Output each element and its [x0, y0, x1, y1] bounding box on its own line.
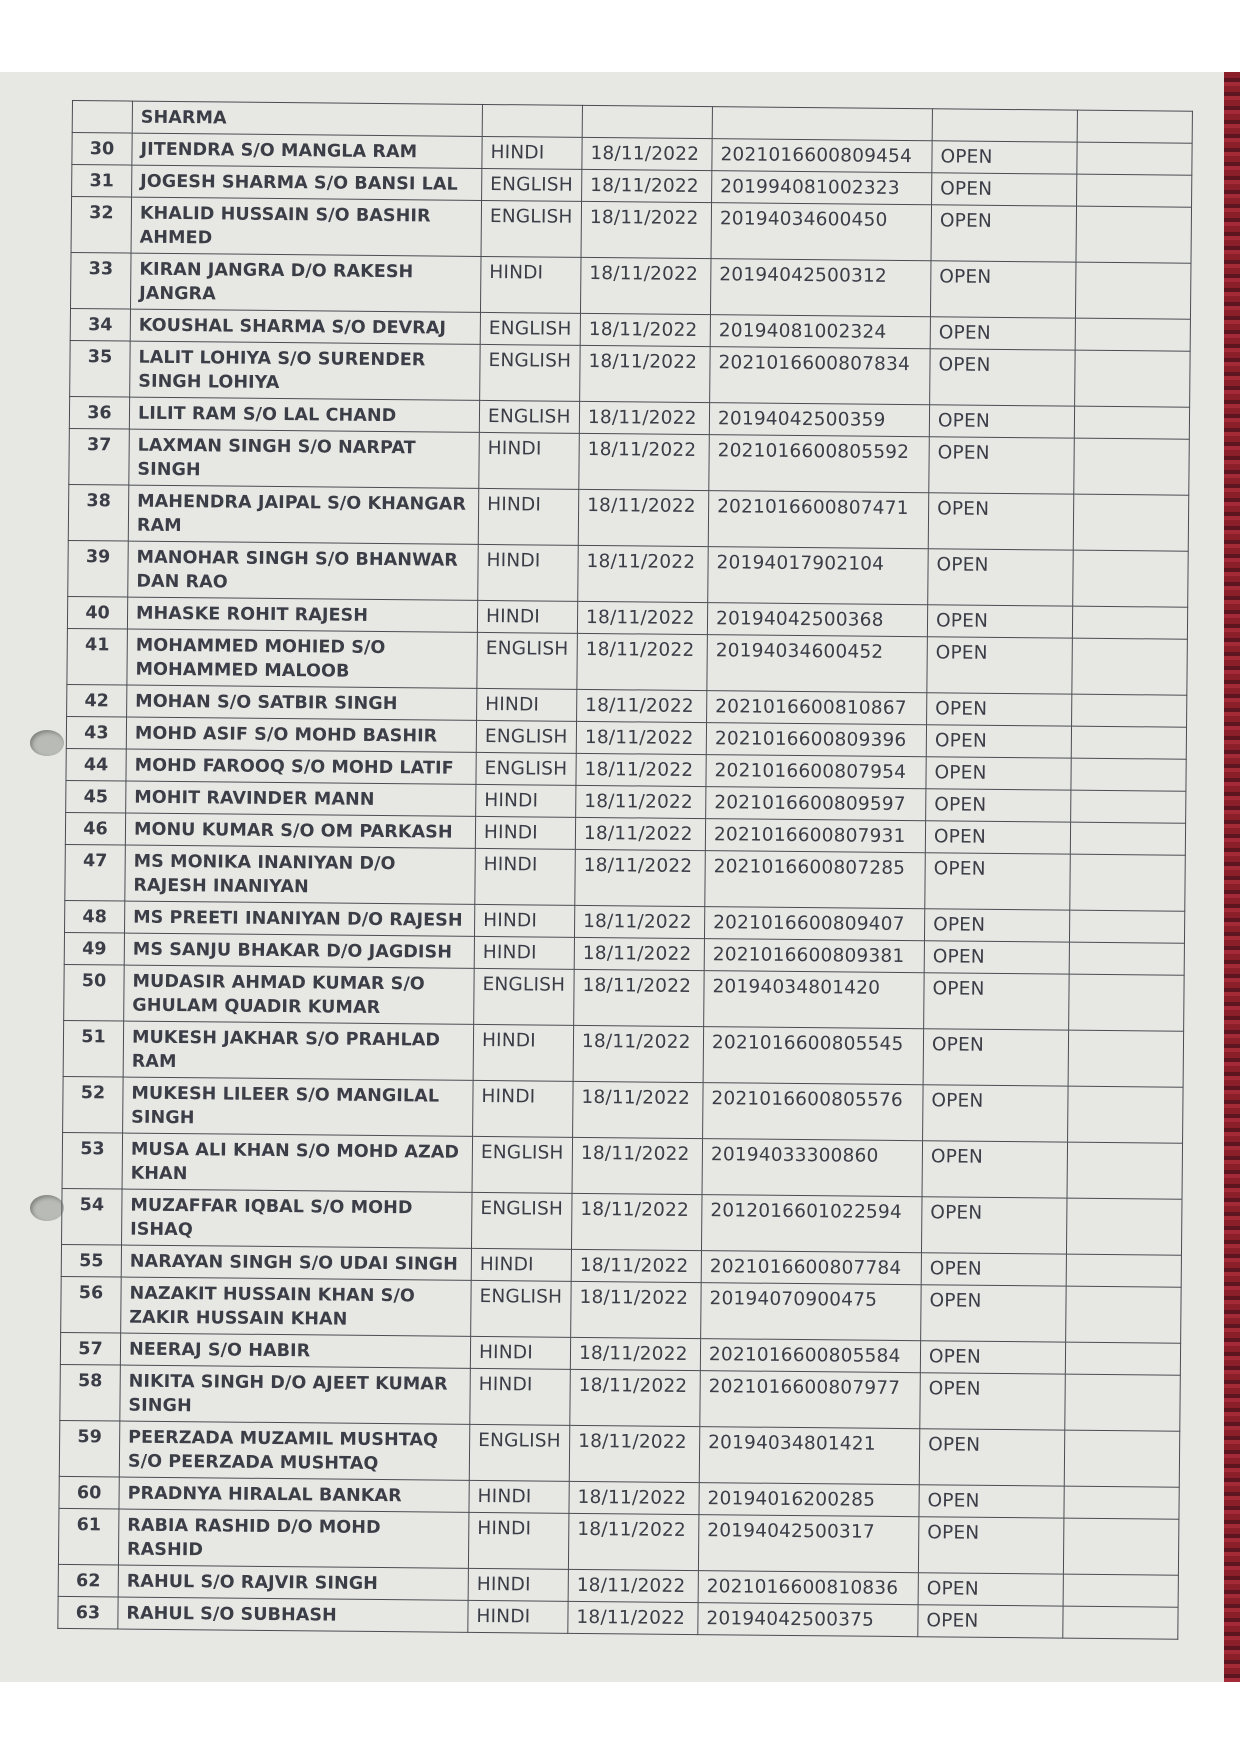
remarks-cell — [1073, 550, 1189, 607]
language-cell: HINDI — [470, 1368, 571, 1425]
status-cell: OPEN — [921, 1253, 1066, 1286]
remarks-cell — [1077, 174, 1192, 207]
registration-cell: 2021016600807285 — [705, 851, 926, 909]
date-cell: 18/11/2022 — [580, 257, 711, 314]
status-cell: OPEN — [921, 1197, 1067, 1254]
registration-cell: 20194033300860 — [702, 1139, 923, 1197]
name-cell: NIKITA SINGH D/O AJEET KUMAR SINGH — [120, 1365, 471, 1424]
language-cell: ENGLISH — [471, 1280, 572, 1337]
status-cell: OPEN — [918, 1605, 1063, 1638]
name-cell: RAHUL S/O SUBHASH — [118, 1597, 468, 1632]
name-cell: MS SANJU BHAKAR D/O JAGDISH — [124, 933, 474, 968]
serial-cell: 45 — [66, 780, 126, 813]
date-cell: 18/11/2022 — [580, 313, 710, 346]
language-cell: HINDI — [476, 784, 576, 817]
status-cell: OPEN — [930, 261, 1076, 318]
registration-cell: 20194016200285 — [699, 1483, 919, 1517]
candidate-table — [57, 100, 1193, 1640]
date-cell: 18/11/2022 — [568, 1569, 698, 1602]
remarks-cell — [1068, 1030, 1184, 1087]
name-cell: MHASKE ROHIT RAJESH — [127, 597, 477, 632]
date-cell: 18/11/2022 — [579, 401, 709, 434]
registration-cell: 2021016600805545 — [703, 1027, 924, 1085]
serial-cell: 43 — [66, 716, 126, 749]
registration-cell: 2021016600807834 — [710, 347, 931, 405]
remarks-cell — [1071, 726, 1186, 759]
language-cell: HINDI — [474, 936, 574, 969]
candidate-table-wrapper — [57, 100, 1192, 1640]
date-cell: 18/11/2022 — [578, 545, 709, 602]
date-cell: 18/11/2022 — [568, 1601, 698, 1634]
name-cell: MOHD ASIF S/O MOHD BASHIR — [126, 717, 476, 752]
serial-cell: 57 — [60, 1332, 120, 1365]
status-cell: OPEN — [930, 317, 1075, 350]
status-cell: OPEN — [923, 1085, 1069, 1142]
name-cell: NAZAKIT HUSSAIN KHAN S/O ZAKIR HUSSAIN KHAN — [121, 1277, 472, 1336]
serial-cell: 51 — [63, 1020, 124, 1077]
status-cell: OPEN — [928, 493, 1074, 550]
serial-cell: 52 — [63, 1076, 124, 1133]
serial-cell: 44 — [66, 748, 126, 781]
serial-cell: 31 — [72, 165, 132, 198]
serial-cell: 61 — [58, 1508, 119, 1565]
table-body — [58, 101, 1193, 1640]
language-cell: HINDI — [473, 1080, 574, 1137]
status-cell: OPEN — [925, 821, 1070, 854]
registration-cell: 20194034600450 — [711, 203, 932, 261]
language-cell: ENGLISH — [474, 968, 575, 1025]
status-cell: OPEN — [929, 437, 1075, 494]
language-cell: HINDI — [482, 136, 582, 169]
registration-cell — [712, 107, 932, 141]
language-cell: HINDI — [474, 904, 574, 937]
date-cell: 18/11/2022 — [579, 433, 710, 490]
registration-cell: 201994081002323 — [712, 171, 932, 205]
date-cell: 18/11/2022 — [573, 1025, 704, 1082]
language-cell: ENGLISH — [476, 720, 576, 753]
remarks-cell — [1065, 1342, 1180, 1375]
remarks-cell — [1069, 910, 1184, 943]
date-cell: 18/11/2022 — [577, 633, 708, 690]
remarks-cell — [1066, 1254, 1181, 1287]
status-cell: OPEN — [927, 693, 1072, 726]
remarks-cell — [1075, 350, 1191, 407]
date-cell: 18/11/2022 — [582, 169, 712, 202]
remarks-cell — [1075, 318, 1190, 351]
name-cell: MOHD FAROOQ S/O MOHD LATIF — [126, 749, 476, 784]
status-cell: OPEN — [924, 909, 1069, 942]
registration-cell: 20194042500317 — [698, 1515, 919, 1573]
language-cell: ENGLISH — [480, 344, 581, 401]
serial-cell: 56 — [61, 1276, 122, 1333]
remarks-cell — [1074, 406, 1189, 439]
remarks-cell — [1070, 822, 1185, 855]
date-cell: 18/11/2022 — [574, 937, 704, 970]
remarks-cell — [1068, 1086, 1184, 1143]
registration-cell: 20194042500359 — [709, 403, 929, 437]
language-cell — [482, 104, 582, 137]
date-cell: 18/11/2022 — [571, 1193, 702, 1250]
date-cell: 18/11/2022 — [580, 345, 711, 402]
registration-cell: 2021016600807954 — [706, 755, 926, 789]
date-cell: 18/11/2022 — [574, 905, 704, 938]
language-cell: HINDI — [468, 1568, 568, 1601]
remarks-cell — [1063, 1518, 1179, 1575]
registration-cell: 20194034801420 — [704, 971, 925, 1029]
language-cell: ENGLISH — [471, 1192, 572, 1249]
remarks-cell — [1075, 262, 1191, 319]
serial-cell: 49 — [64, 932, 124, 965]
date-cell: 18/11/2022 — [570, 1337, 700, 1370]
status-cell — [932, 109, 1077, 142]
name-cell: MS MONIKA INANIYAN D/O RAJESH INANIYAN — [125, 845, 476, 904]
registration-cell: 2021016600809597 — [706, 787, 926, 821]
status-cell: OPEN — [926, 789, 1071, 822]
date-cell: 18/11/2022 — [578, 489, 709, 546]
serial-cell: 33 — [70, 252, 131, 309]
name-cell: MUSA ALI KHAN S/O MOHD AZAD KHAN — [122, 1133, 473, 1192]
language-cell: ENGLISH — [482, 168, 582, 201]
serial-cell: 38 — [68, 484, 129, 541]
serial-cell: 46 — [65, 812, 125, 845]
date-cell: 18/11/2022 — [569, 1425, 700, 1482]
date-cell: 18/11/2022 — [569, 1481, 699, 1514]
status-cell: OPEN — [932, 141, 1077, 174]
serial-cell: 34 — [70, 308, 130, 341]
status-cell: OPEN — [927, 605, 1072, 638]
status-cell: OPEN — [921, 1285, 1067, 1342]
date-cell: 18/11/2022 — [572, 1137, 703, 1194]
date-cell: 18/11/2022 — [574, 969, 705, 1026]
status-cell: OPEN — [920, 1373, 1066, 1430]
name-cell: MUDASIR AHMAD KUMAR S/O GHULAM QUADIR KUMAR — [124, 965, 475, 1024]
registration-cell: 2021016600810867 — [707, 691, 927, 725]
registration-cell: 20194034801421 — [699, 1427, 920, 1485]
serial-cell: 58 — [60, 1364, 121, 1421]
status-cell: OPEN — [926, 725, 1071, 758]
language-cell: HINDI — [475, 848, 576, 905]
status-cell: OPEN — [919, 1429, 1065, 1486]
registration-cell: 2021016600805592 — [709, 435, 930, 493]
status-cell: OPEN — [931, 205, 1077, 262]
date-cell: 18/11/2022 — [571, 1281, 702, 1338]
status-cell: OPEN — [923, 1029, 1069, 1086]
remarks-cell — [1072, 638, 1188, 695]
serial-cell: 48 — [65, 900, 125, 933]
status-cell: OPEN — [928, 549, 1074, 606]
name-cell: KHALID HUSSAIN S/O BASHIR AHMED — [131, 197, 482, 256]
status-cell: OPEN — [926, 757, 1071, 790]
remarks-cell — [1064, 1430, 1180, 1487]
serial-cell: 35 — [70, 340, 131, 397]
language-cell: HINDI — [471, 1248, 571, 1281]
remarks-cell — [1063, 1606, 1178, 1639]
serial-cell: 41 — [67, 628, 128, 685]
registration-cell: 2021016600809407 — [704, 907, 924, 941]
language-cell: HINDI — [479, 432, 580, 489]
background-fabric — [1224, 72, 1240, 1682]
status-cell: OPEN — [920, 1341, 1065, 1374]
registration-cell: 2021016600807784 — [701, 1251, 921, 1285]
date-cell: 18/11/2022 — [576, 721, 706, 754]
language-cell: HINDI — [478, 488, 579, 545]
status-cell: OPEN — [924, 973, 1070, 1030]
language-cell: HINDI — [468, 1600, 568, 1633]
serial-cell: 40 — [67, 596, 127, 629]
date-cell: 18/11/2022 — [582, 137, 712, 170]
name-cell: PRADNYA HIRALAL BANKAR — [119, 1477, 469, 1512]
serial-cell: 60 — [59, 1476, 119, 1509]
serial-cell: 53 — [62, 1132, 123, 1189]
name-cell: MAHENDRA JAIPAL S/O KHANGAR RAM — [128, 485, 479, 544]
name-cell: NEERAJ S/O HABIR — [120, 1333, 470, 1368]
name-cell: LILIT RAM S/O LAL CHAND — [129, 397, 479, 432]
remarks-cell — [1066, 1198, 1182, 1255]
language-cell: HINDI — [470, 1336, 570, 1369]
language-cell: ENGLISH — [476, 752, 576, 785]
date-cell: 18/11/2022 — [568, 1513, 699, 1570]
registration-cell: 2021016600809381 — [704, 939, 924, 973]
language-cell: HINDI — [480, 256, 581, 313]
remarks-cell — [1067, 1142, 1183, 1199]
serial-cell: 30 — [72, 133, 132, 166]
serial-cell: 47 — [65, 844, 126, 901]
date-cell — [582, 105, 712, 138]
language-cell: ENGLISH — [477, 632, 578, 689]
registration-cell: 2012016601022594 — [701, 1195, 922, 1253]
registration-cell: 2021016600807977 — [700, 1371, 921, 1429]
language-cell: HINDI — [475, 816, 575, 849]
status-cell: OPEN — [918, 1517, 1064, 1574]
name-cell: MUKESH JAKHAR S/O PRAHLAD RAM — [123, 1021, 474, 1080]
remarks-cell — [1071, 790, 1186, 823]
date-cell: 18/11/2022 — [570, 1369, 701, 1426]
language-cell: HINDI — [477, 600, 577, 633]
name-cell: MUZAFFAR IQBAL S/O MOHD ISHAQ — [122, 1189, 473, 1248]
serial-cell: 42 — [67, 684, 127, 717]
remarks-cell — [1063, 1574, 1178, 1607]
language-cell: HINDI — [469, 1480, 569, 1513]
language-cell: ENGLISH — [480, 312, 580, 345]
remarks-cell — [1065, 1374, 1181, 1431]
registration-cell: 2021016600807471 — [708, 491, 929, 549]
name-cell: MANOHAR SINGH S/O BHANWAR DAN RAO — [128, 541, 479, 600]
remarks-cell — [1070, 854, 1186, 911]
serial-cell: 39 — [68, 540, 129, 597]
remarks-cell — [1073, 494, 1189, 551]
name-cell: JOGESH SHARMA S/O BANSI LAL — [132, 165, 482, 200]
serial-cell: 63 — [58, 1596, 118, 1629]
serial-cell: 55 — [61, 1244, 121, 1277]
language-cell: ENGLISH — [479, 400, 579, 433]
name-cell: KOUSHAL SHARMA S/O DEVRAJ — [130, 309, 480, 344]
registration-cell: 2021016600805584 — [700, 1339, 920, 1373]
registration-cell: 20194017902104 — [708, 547, 929, 605]
punch-hole-bottom — [30, 1195, 64, 1221]
remarks-cell — [1072, 606, 1187, 639]
status-cell: OPEN — [925, 853, 1071, 910]
name-cell: RABIA RASHID D/O MOHD RASHID — [118, 1509, 469, 1568]
date-cell: 18/11/2022 — [575, 849, 706, 906]
name-cell: JITENDRA S/O MANGLA RAM — [132, 133, 482, 168]
name-cell: MOHIT RAVINDER MANN — [126, 781, 476, 816]
registration-cell: 2021016600809396 — [706, 723, 926, 757]
language-cell: HINDI — [473, 1024, 574, 1081]
status-cell: OPEN — [918, 1573, 1063, 1606]
remarks-cell — [1071, 758, 1186, 791]
name-cell: SHARMA — [132, 101, 482, 136]
serial-cell: 59 — [59, 1420, 120, 1477]
remarks-cell — [1069, 974, 1185, 1031]
language-cell: HINDI — [468, 1512, 569, 1569]
remarks-cell — [1077, 110, 1192, 143]
registration-cell: 20194042500375 — [698, 1603, 918, 1637]
date-cell: 18/11/2022 — [575, 817, 705, 850]
status-cell: OPEN — [932, 173, 1077, 206]
date-cell: 18/11/2022 — [571, 1249, 701, 1282]
registration-cell: 20194042500368 — [707, 603, 927, 637]
remarks-cell — [1066, 1286, 1182, 1343]
remarks-cell — [1077, 142, 1192, 175]
name-cell: RAHUL S/O RAJVIR SINGH — [118, 1565, 468, 1600]
language-cell: ENGLISH — [469, 1424, 570, 1481]
name-cell: MOHAN S/O SATBIR SINGH — [127, 685, 477, 720]
remarks-cell — [1069, 942, 1184, 975]
name-cell: MOHAMMED MOHIED S/O MOHAMMED MALOOB — [127, 629, 478, 688]
status-cell: OPEN — [922, 1141, 1068, 1198]
name-cell: MUKESH LILEER S/O MANGILAL SINGH — [123, 1077, 474, 1136]
registration-cell: 20194081002324 — [710, 315, 930, 349]
language-cell: ENGLISH — [472, 1136, 573, 1193]
registration-cell: 20194042500312 — [710, 259, 931, 317]
punch-hole-top — [30, 730, 64, 756]
remarks-cell — [1076, 206, 1192, 263]
date-cell: 18/11/2022 — [573, 1081, 704, 1138]
status-cell: OPEN — [929, 405, 1074, 438]
name-cell: NARAYAN SINGH S/O UDAI SINGH — [121, 1245, 471, 1280]
registration-cell: 20194070900475 — [701, 1283, 922, 1341]
remarks-cell — [1064, 1486, 1179, 1519]
serial-cell: 36 — [69, 396, 129, 429]
language-cell: HINDI — [477, 688, 577, 721]
name-cell: KIRAN JANGRA D/O RAKESH JANGRA — [130, 253, 481, 312]
status-cell: OPEN — [919, 1485, 1064, 1518]
language-cell: HINDI — [478, 544, 579, 601]
serial-cell: 62 — [58, 1564, 118, 1597]
registration-cell: 2021016600810836 — [698, 1571, 918, 1605]
registration-cell: 2021016600809454 — [712, 139, 932, 173]
serial-cell: 32 — [71, 197, 132, 254]
name-cell: LALIT LOHIYA S/O SURENDER SINGH LOHIYA — [130, 341, 481, 400]
registration-cell: 20194034600452 — [707, 635, 928, 693]
status-cell: OPEN — [930, 349, 1076, 406]
date-cell: 18/11/2022 — [576, 785, 706, 818]
serial-cell: 37 — [69, 428, 130, 485]
language-cell: ENGLISH — [481, 200, 582, 257]
name-cell: PEERZADA MUZAMIL MUSHTAQ S/O PEERZADA MUSHTAQ — [119, 1421, 470, 1480]
status-cell: OPEN — [924, 941, 1069, 974]
serial-cell: 50 — [64, 964, 125, 1021]
serial-cell — [72, 101, 132, 134]
date-cell: 18/11/2022 — [577, 601, 707, 634]
name-cell: MONU KUMAR S/O OM PARKASH — [125, 813, 475, 848]
date-cell: 18/11/2022 — [577, 689, 707, 722]
registration-cell: 2021016600807931 — [705, 819, 925, 853]
remarks-cell — [1074, 438, 1190, 495]
name-cell: LAXMAN SINGH S/O NARPAT SINGH — [129, 429, 480, 488]
registration-cell: 2021016600805576 — [703, 1083, 924, 1141]
date-cell: 18/11/2022 — [581, 201, 712, 258]
serial-cell: 54 — [62, 1188, 123, 1245]
name-cell: MS PREETI INANIYAN D/O RAJESH — [125, 901, 475, 936]
date-cell: 18/11/2022 — [576, 753, 706, 786]
status-cell: OPEN — [927, 637, 1073, 694]
remarks-cell — [1072, 694, 1187, 727]
